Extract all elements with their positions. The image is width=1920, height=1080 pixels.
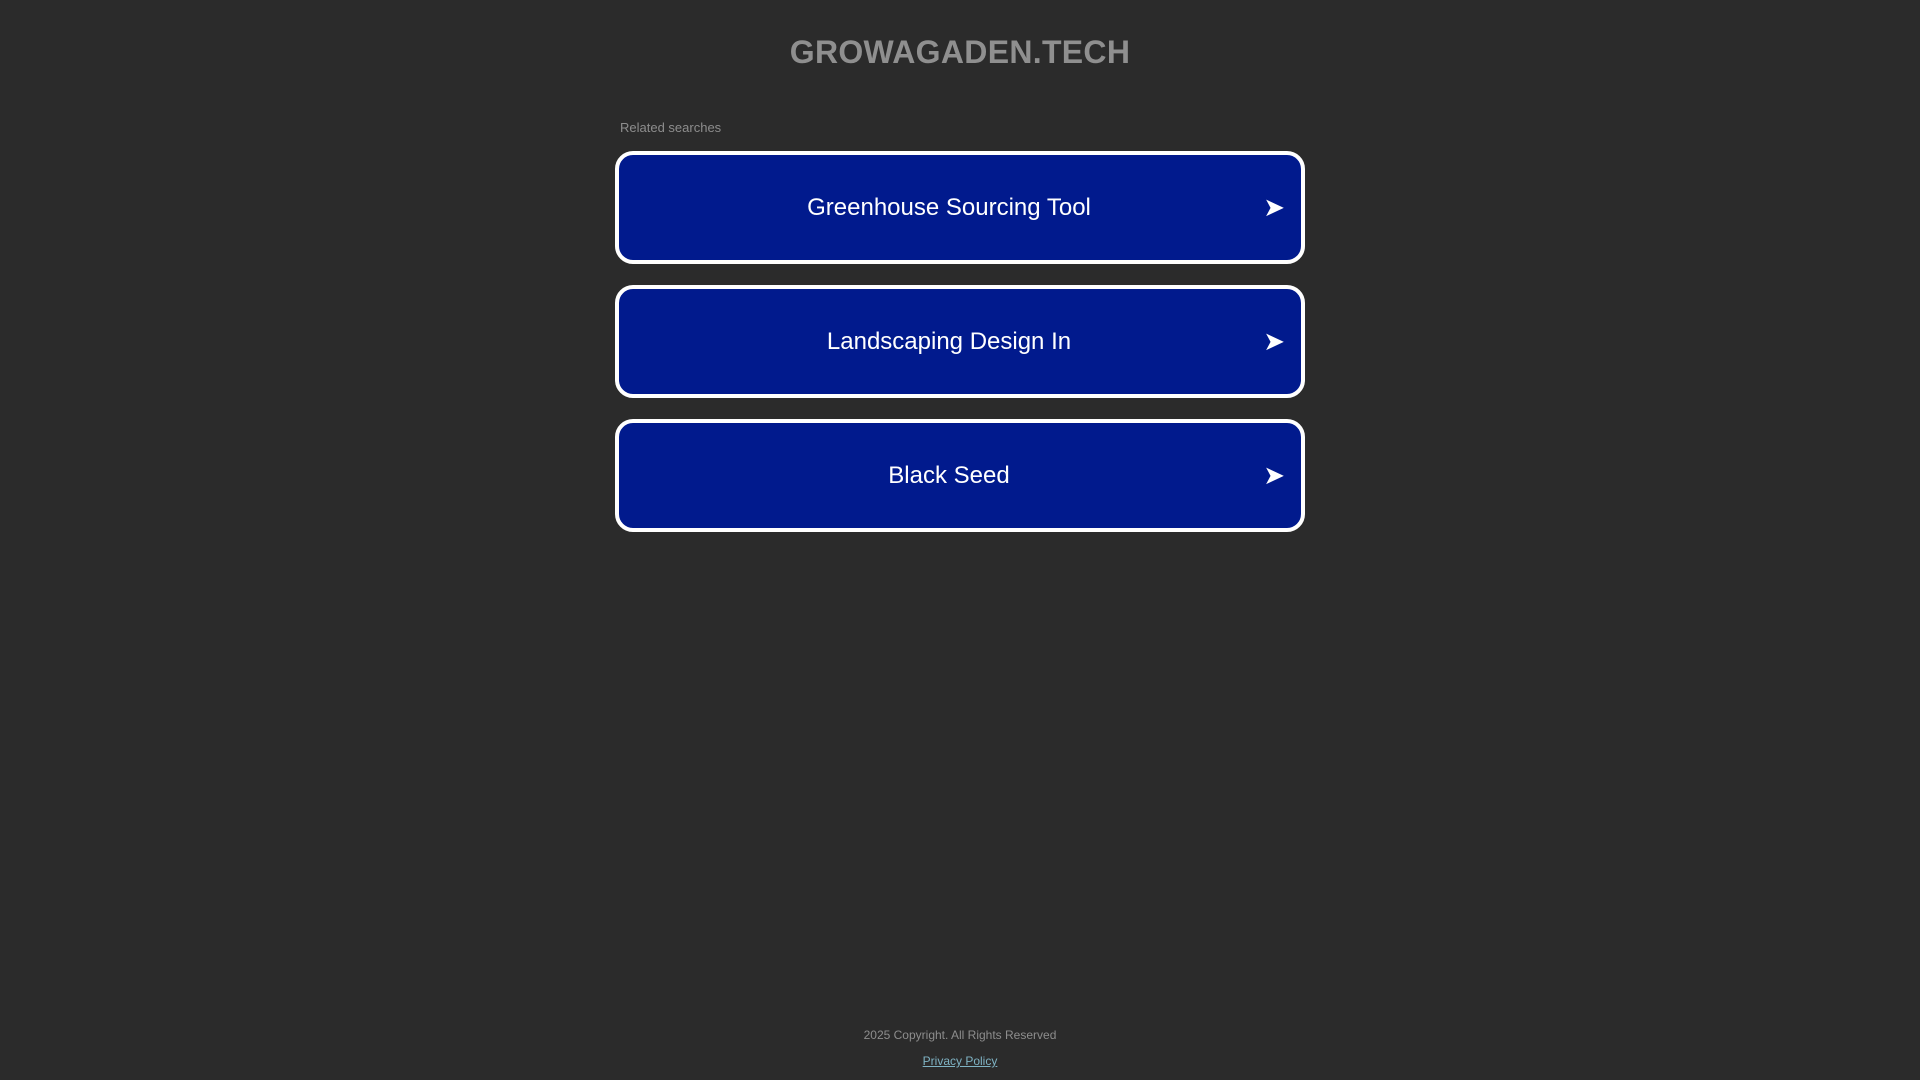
related-searches-list <box>615 151 1305 553</box>
related-search-item-landscaping-design-in[interactable] <box>615 285 1305 398</box>
related-search-item-greenhouse-sourcing-tool[interactable] <box>615 151 1305 264</box>
related-searches-heading: Related searches <box>620 120 722 135</box>
arrow-right-icon: ➤ <box>1263 460 1285 491</box>
related-search-label: Landscaping Design In <box>826 327 1072 355</box>
related-search-item-black-seed[interactable] <box>615 419 1305 532</box>
related-search-label: Greenhouse Sourcing Tool <box>807 193 1091 221</box>
related-search-label: Black Seed <box>888 461 1010 489</box>
privacy-policy-link[interactable]: Privacy Policy <box>922 1054 998 1068</box>
arrow-right-icon: ➤ <box>1263 192 1285 223</box>
site-title: GROWAGADEN.TECH <box>789 34 1131 70</box>
copyright-text: 2025 Copyright. All Rights Reserved <box>863 1028 1057 1042</box>
privacy-wrapper <box>0 1054 1920 1068</box>
arrow-right-icon: ➤ <box>1263 326 1285 357</box>
